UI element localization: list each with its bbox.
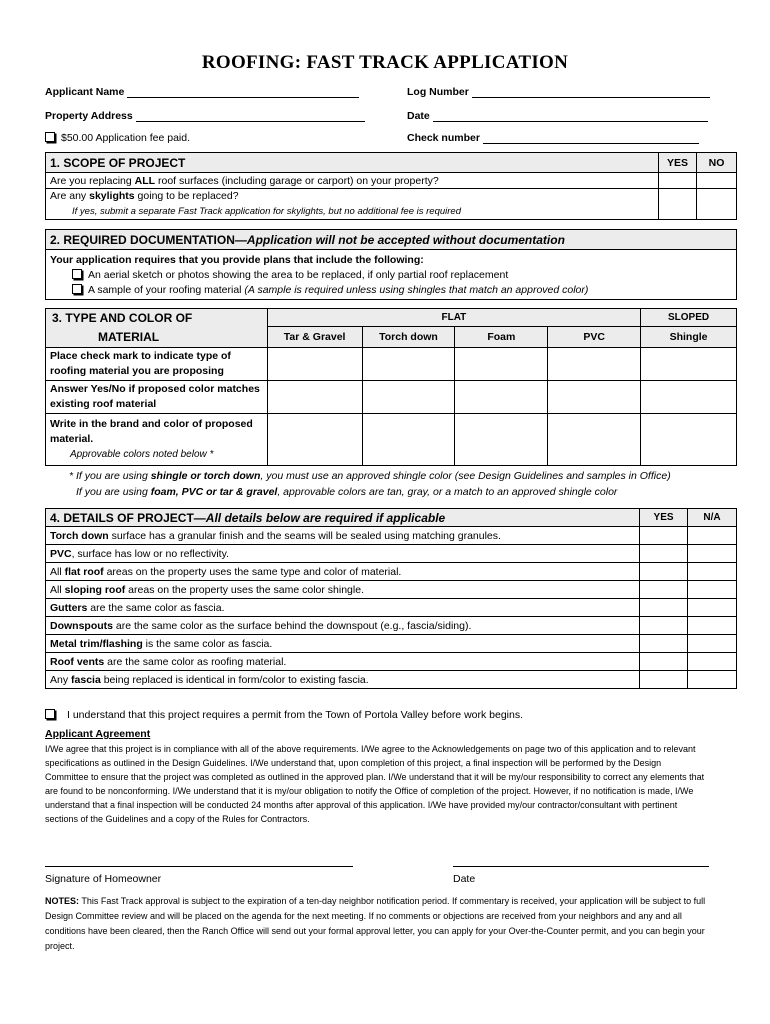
details-row: Metal trim/flashing is the same color as fascia. <box>46 635 737 653</box>
brand-cell[interactable] <box>267 414 362 466</box>
approvable-colors-note: Approvable colors noted below * <box>70 449 214 460</box>
type-cell[interactable] <box>362 348 455 381</box>
documentation-body: Your application requires that you provide plans that include the following: An aerial sketch or photos showing the area to be replaced, if only partial roof replacement A sample of your roofing material (A sample is required unless using shingles that match an approved color) <box>46 250 737 300</box>
roof-sample-checkbox[interactable] <box>72 284 82 294</box>
match-cell[interactable] <box>455 381 548 414</box>
yes-cell[interactable] <box>640 581 688 599</box>
scope-q2: Are any skylights going to be replaced? If yes, submit a separate Fast Track application for skylights, but no additional fee is required <box>46 189 659 220</box>
flat-header: FLAT <box>267 309 640 327</box>
scope-q2-note: If yes, submit a separate Fast Track application for skylights, but no additional fee is required <box>72 206 461 217</box>
scope-q2-no-cell[interactable] <box>697 189 737 220</box>
yes-cell[interactable] <box>640 653 688 671</box>
details-row: Gutters are the same color as fascia. <box>46 599 737 617</box>
fee-paid-checkbox[interactable] <box>45 132 55 142</box>
signature-line[interactable] <box>45 866 353 867</box>
na-cell[interactable] <box>688 599 737 617</box>
brand-cell[interactable] <box>641 414 737 466</box>
agreement-heading: Applicant Agreement <box>45 728 151 740</box>
details-row: Roof vents are the same color as roofing material. <box>46 653 737 671</box>
material-row-type: Place check mark to indicate type of roofing material you are proposing <box>46 348 268 381</box>
yes-cell[interactable] <box>640 545 688 563</box>
yes-cell[interactable] <box>640 563 688 581</box>
page-title: ROOFING: FAST TRACK APPLICATION <box>201 52 569 73</box>
documentation-intro: Your application requires that you provide plans that include the following: <box>50 254 424 266</box>
match-cell[interactable] <box>362 381 455 414</box>
na-cell[interactable] <box>688 581 737 599</box>
yes-cell[interactable] <box>640 635 688 653</box>
date-signature-line[interactable] <box>453 866 709 867</box>
notes-label: NOTES: <box>45 896 80 906</box>
match-cell[interactable] <box>641 381 737 414</box>
documentation-table <box>45 229 737 300</box>
shingle-color-note: * If you are using shingle or torch down, you must use an approved shingle color (see Design Guidelines and samples in Office) <box>69 470 671 482</box>
log-number-label: Log Number <box>407 86 469 98</box>
material-row-color-match: Answer Yes/No if proposed color matches existing roof material <box>46 381 268 414</box>
na-cell[interactable] <box>688 635 737 653</box>
type-cell[interactable] <box>455 348 548 381</box>
scope-q1-no-cell[interactable] <box>697 173 737 189</box>
type-cell[interactable] <box>267 348 362 381</box>
details-na-header: N/A <box>688 509 737 527</box>
yes-cell[interactable] <box>640 671 688 689</box>
documentation-title: 2. REQUIRED DOCUMENTATION—Application will not be accepted without documentation <box>46 230 737 250</box>
brand-cell[interactable] <box>548 414 641 466</box>
scope-q2-yes-cell[interactable] <box>659 189 697 220</box>
flat-color-note: If you are using foam, PVC or tar & gravel, approvable colors are tan, gray, or a match to an approved shingle color <box>76 486 618 498</box>
details-row: All flat roof areas on the property uses the same type and color of material. <box>46 563 737 581</box>
signature-date-label: Date <box>453 873 476 885</box>
details-row: Any fascia being replaced is identical in form/color to existing fascia. <box>46 671 737 689</box>
details-yes-header: YES <box>640 509 688 527</box>
type-cell[interactable] <box>548 348 641 381</box>
permit-label: I understand that this project requires a permit from the Town of Portola Valley before work begins. <box>67 709 524 721</box>
scope-q1: Are you replacing ALL roof surfaces (including garage or carport) on your property? <box>46 173 659 189</box>
check-number-label: Check number <box>407 132 480 144</box>
yes-cell[interactable] <box>640 617 688 635</box>
notes <box>45 894 717 954</box>
na-cell[interactable] <box>688 671 737 689</box>
property-address-field[interactable] <box>45 110 365 122</box>
col-pvc: PVC <box>548 327 641 348</box>
details-title: 4. DETAILS OF PROJECT—All details below are required if applicable <box>46 509 640 527</box>
material-row-brand: Write in the brand and color of proposed material. Approvable colors noted below * <box>46 414 268 466</box>
na-cell[interactable] <box>688 617 737 635</box>
details-table <box>45 508 737 689</box>
type-cell[interactable] <box>641 348 737 381</box>
na-cell[interactable] <box>688 527 737 545</box>
applicant-name-field[interactable] <box>45 86 359 98</box>
sloped-header: SLOPED <box>641 309 737 327</box>
scope-no-header: NO <box>697 153 737 173</box>
col-shingle: Shingle <box>641 327 737 348</box>
aerial-sketch-checkbox[interactable] <box>72 269 82 279</box>
permit-checkbox[interactable] <box>45 709 55 719</box>
scope-yes-header: YES <box>659 153 697 173</box>
yes-cell[interactable] <box>640 599 688 617</box>
property-address-label: Property Address <box>45 110 133 122</box>
details-row: Downspouts are the same color as the surface behind the downspout (e.g., fascia/siding). <box>46 617 737 635</box>
fee-paid-label: $50.00 Application fee paid. <box>61 132 191 144</box>
scope-table <box>45 152 737 220</box>
documentation-item-2: A sample of your roofing material <box>88 284 245 296</box>
match-cell[interactable] <box>267 381 362 414</box>
brand-cell[interactable] <box>362 414 455 466</box>
match-cell[interactable] <box>548 381 641 414</box>
material-table <box>45 308 737 466</box>
details-row: Torch down surface has a granular finish and the seams will be sealed using matching granules. <box>46 527 737 545</box>
yes-cell[interactable] <box>640 527 688 545</box>
col-tar-gravel: Tar & Gravel <box>267 327 362 348</box>
na-cell[interactable] <box>688 653 737 671</box>
notes-text: This Fast Track approval is subject to the expiration of a ten-day neighbor notification period. If commentary is received, your application will be subject to full Design Committee review and will be placed on the agenda for the next meeting. If no comments or objections are received from your neighbors and any and all conditions have been cleared, then the Ranch Office will send out your formal approval letter, you can apply for your Over-the-Counter permit, and you can begin your project. <box>45 896 706 951</box>
na-cell[interactable] <box>688 563 737 581</box>
details-row: All sloping roof areas on the property uses the same color shingle. <box>46 581 737 599</box>
material-title: 3. TYPE AND COLOR OF MATERIAL <box>46 309 268 348</box>
applicant-name-label: Applicant Name <box>45 86 125 98</box>
check-number-field[interactable] <box>407 132 699 144</box>
log-number-field[interactable] <box>407 86 710 98</box>
agreement-text: I/We agree that this project is in compliance with all of the above requirements. I/We agree to the Acknowledgements on page two of this application and to relevant specifications as outlined in the Design Guidelines. I/We understand that, upon completion of this project, a final inspection will be performed by the Design Committee to ensure that the project was completed as outlined in the approved plan. I/We understand that it will be my/our responsibility to correct any elements that are found to be nonconforming. I/We understand that it is my/our obligation to notify the Office of completion of the project. However, if no notification is made, I/We understand that a final inspection will be conducted 24 months after approval of this application. I/We have provided my/our contractor/consultant with pertinent sections of the Guidelines and a copy of the Rules for Contractors. <box>45 744 705 824</box>
signature-label: Signature of Homeowner <box>45 873 162 885</box>
scope-title: 1. SCOPE OF PROJECT <box>46 153 659 173</box>
fee-paid-checkbox-row[interactable] <box>45 132 190 144</box>
documentation-item-1: An aerial sketch or photos showing the area to be replaced, if only partial roof replacement <box>88 269 509 281</box>
na-cell[interactable] <box>688 545 737 563</box>
col-torch-down: Torch down <box>362 327 455 348</box>
permit-row[interactable] <box>45 709 523 721</box>
brand-cell[interactable] <box>455 414 548 466</box>
col-foam: Foam <box>455 327 548 348</box>
details-row: PVC, surface has low or no reflectivity. <box>46 545 737 563</box>
date-label: Date <box>407 110 430 122</box>
scope-q1-yes-cell[interactable] <box>659 173 697 189</box>
date-field[interactable] <box>407 110 708 122</box>
